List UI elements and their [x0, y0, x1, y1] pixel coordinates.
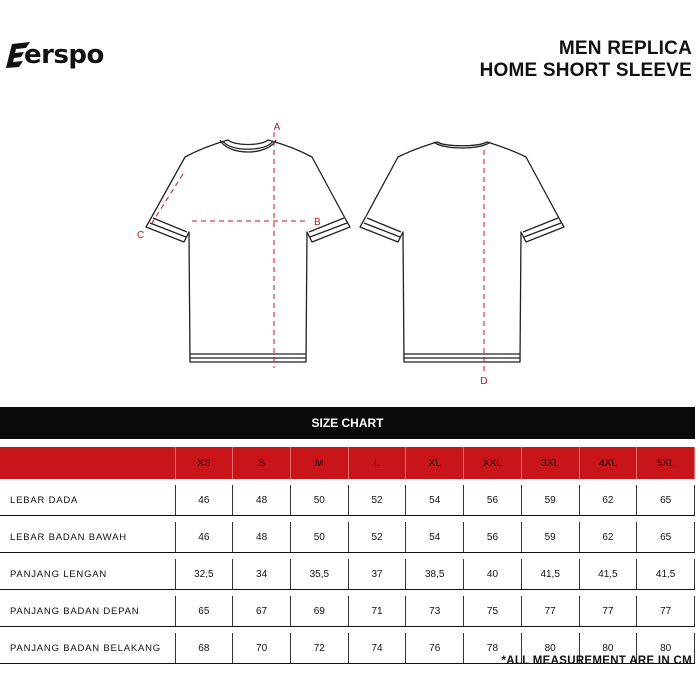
size-header-cell: XL	[406, 447, 464, 479]
table-cell: 77	[579, 596, 637, 627]
table-cell: 37	[348, 559, 406, 590]
table-cell: 75	[464, 596, 522, 627]
product-title-line2: HOME SHORT SLEEVE	[479, 60, 692, 81]
table-cell: 56	[464, 485, 522, 516]
table-cell: 38,5	[406, 559, 464, 590]
table-cell: 73	[406, 596, 464, 627]
table-cell: 41,5	[637, 559, 695, 590]
table-cell: 52	[348, 485, 406, 516]
front-shirt-outline	[146, 140, 350, 362]
table-cell: 62	[579, 522, 637, 553]
table-cell: 52	[348, 522, 406, 553]
table-cell: 69	[290, 596, 348, 627]
table-cell: 35,5	[290, 559, 348, 590]
shirt-measurement-diagram	[0, 110, 700, 400]
table-cell: 71	[348, 596, 406, 627]
table-row	[0, 596, 695, 627]
table-cell: 48	[233, 485, 291, 516]
table-cell: 77	[637, 596, 695, 627]
table-cell: 54	[406, 522, 464, 553]
size-header-cell: XS	[175, 447, 233, 479]
size-header-cell: 4XL	[579, 447, 637, 479]
row-label: PANJANG BADAN DEPAN	[0, 596, 175, 627]
guide-label-a: A	[273, 122, 281, 133]
table-cell: 77	[521, 596, 579, 627]
size-header-cell: M	[290, 447, 348, 479]
row-label: PANJANG BADAN BELAKANG	[0, 633, 175, 664]
table-cell: 80	[521, 633, 579, 664]
table-cell: 59	[521, 485, 579, 516]
size-header-cell: 3XL	[521, 447, 579, 479]
table-cell: 46	[175, 522, 233, 553]
table-cell: 40	[464, 559, 522, 590]
table-cell: 68	[175, 633, 233, 664]
table-cell: 65	[637, 485, 695, 516]
guide-label-b: B	[314, 217, 321, 228]
row-label: LEBAR DADA	[0, 485, 175, 516]
guide-label-d: D	[480, 376, 488, 387]
table-cell: 72	[290, 633, 348, 664]
table-cell: 74	[348, 633, 406, 664]
table-cell: 50	[290, 485, 348, 516]
table-cell: 41,5	[521, 559, 579, 590]
table-cell: 59	[521, 522, 579, 553]
table-cell: 62	[579, 485, 637, 516]
table-row	[0, 522, 695, 553]
row-label: LEBAR BADAN BAWAH	[0, 522, 175, 553]
table-row	[0, 485, 695, 516]
table-cell: 76	[406, 633, 464, 664]
table-cell: 67	[233, 596, 291, 627]
table-cell: 34	[233, 559, 291, 590]
brand-name: erspo	[24, 40, 104, 70]
table-cell: 65	[175, 596, 233, 627]
size-chart-table	[0, 447, 695, 664]
table-cell: 78	[464, 633, 522, 664]
size-header-cell: S	[233, 447, 291, 479]
product-title	[480, 38, 692, 82]
back-shirt-outline	[360, 142, 564, 362]
table-cell: 46	[175, 485, 233, 516]
size-header-cell: L	[348, 447, 406, 479]
table-cell: 56	[464, 522, 522, 553]
table-cell: 48	[233, 522, 291, 553]
table-row	[0, 559, 695, 590]
table-cell: 50	[290, 522, 348, 553]
size-chart-heading: SIZE CHART	[0, 407, 695, 439]
size-header-cell: XXL	[464, 447, 522, 479]
table-cell: 70	[233, 633, 291, 664]
table-cell: 65	[637, 522, 695, 553]
size-header-cell: 5XL	[637, 447, 695, 479]
front-measurement-guides	[150, 132, 306, 368]
product-title-line1: MEN REPLICA	[558, 38, 692, 59]
size-header-blank	[0, 447, 175, 479]
measurement-note: *ALL MEASUREMENT ARE IN CM	[501, 655, 692, 667]
row-label: PANJANG LENGAN	[0, 559, 175, 590]
table-cell: 80	[637, 633, 695, 664]
size-header-row	[0, 447, 695, 479]
table-cell: 32,5	[175, 559, 233, 590]
table-cell: 54	[406, 485, 464, 516]
table-cell: 41,5	[579, 559, 637, 590]
table-cell: 80	[579, 633, 637, 664]
guide-label-c: C	[137, 230, 145, 241]
brand-logo	[4, 38, 124, 82]
